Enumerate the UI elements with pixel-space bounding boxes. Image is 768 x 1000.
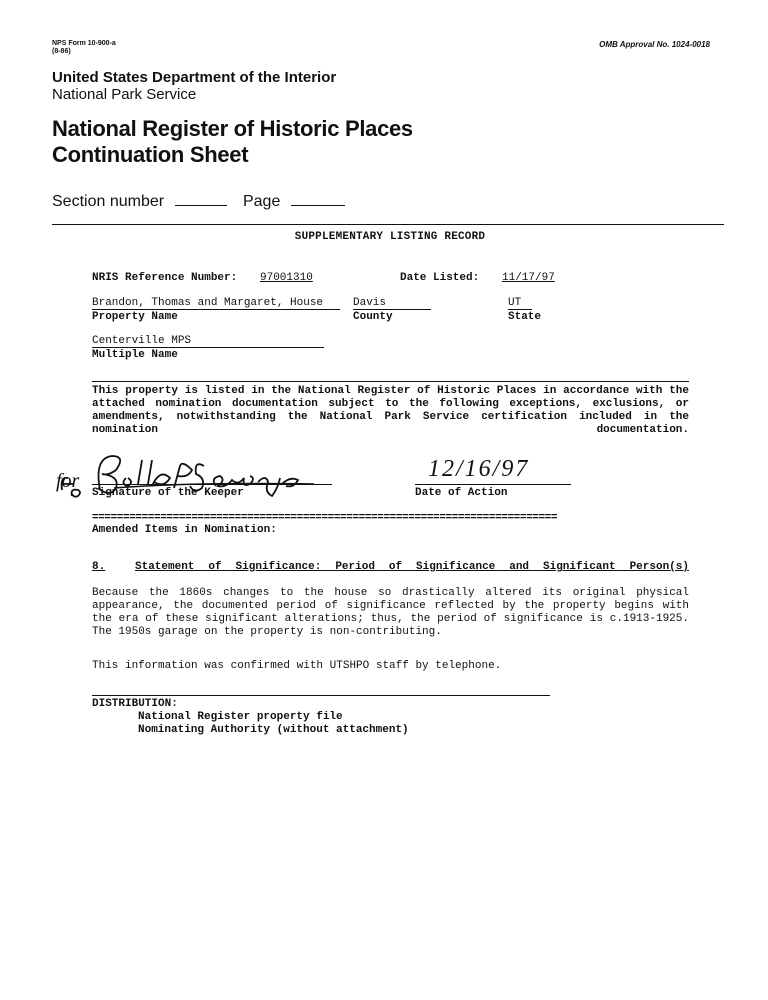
section-number-blank <box>175 204 227 206</box>
record-heading: SUPPLEMENTARY LISTING RECORD <box>294 231 486 243</box>
state-value: UT <box>508 297 532 310</box>
page-title <box>52 116 413 168</box>
amended-item-title: Statement of Significance: Period of Significance and Significant Person(s) <box>135 561 689 573</box>
header-rule <box>52 224 724 225</box>
page-blank <box>291 204 345 206</box>
signature-line <box>92 484 332 485</box>
handwritten-date: 12/16/97 <box>428 456 530 482</box>
county-value: Davis <box>353 297 431 310</box>
distribution-label: DISTRIBUTION: <box>92 698 178 710</box>
signature-label: Signature of the Keeper <box>92 487 244 499</box>
date-line <box>415 484 571 485</box>
property-name-label: Property Name <box>92 311 178 323</box>
separator-line: =========================================================================== <box>92 512 558 524</box>
county-label: County <box>353 311 393 323</box>
distribution-rule <box>92 695 550 696</box>
amended-item-number: 8. <box>92 561 106 573</box>
confirmation-note: This information was confirmed with UTSHPO staff by telephone. <box>92 660 502 672</box>
section-number-label: Section number <box>52 193 165 210</box>
nris-label: NRIS Reference Number: <box>92 272 238 284</box>
nris-value: 97001310 <box>260 272 313 284</box>
handwritten-prefix: for <box>56 470 80 492</box>
department-name: United States Department of the Interior <box>52 69 337 86</box>
form-id <box>52 40 116 56</box>
date-label: Date of Action <box>415 487 508 499</box>
section-page-line <box>52 193 351 211</box>
form-number: NPS Form 10-900-a <box>52 40 116 47</box>
omb-approval: OMB Approval No. 1024-0018 <box>599 40 710 49</box>
state-label: State <box>508 311 542 323</box>
title-line-1: National Register of Historic Places <box>52 116 413 141</box>
multiple-name-value: Centerville MPS <box>92 335 324 348</box>
amendment-body: Because the 1860s changes to the house so drastically altered its original physical appearance, the documented period of significance reflected by the property begins with the era of these significant alterations; thus, the period of significance is c.1913-1925. The 1950s garage on the property is non-contributing. <box>92 587 689 638</box>
multiple-name-label: Multiple Name <box>92 349 178 361</box>
form-revision: (8-86) <box>52 48 71 55</box>
keeper-signature-ink <box>54 448 344 508</box>
listing-statement: This property is listed in the National Register of Historic Places in accordance with the attached nomination documentation subject to the following exceptions, exclusions, or amendments, notwithstanding the National Park Service certification included in the nomination documentation. <box>92 385 689 436</box>
page-label: Page <box>242 193 281 210</box>
property-name-value: Brandon, Thomas and Margaret, House <box>92 297 340 310</box>
distribution-item: National Register property file <box>138 711 343 723</box>
date-listed-value: 11/17/97 <box>502 272 555 284</box>
distribution-item: Nominating Authority (without attachment) <box>138 724 409 736</box>
service-name: National Park Service <box>52 86 197 103</box>
date-listed-label: Date Listed: <box>400 272 480 284</box>
statement-rule <box>92 381 689 382</box>
amended-items-label: Amended Items in Nomination: <box>92 524 277 536</box>
title-line-2: Continuation Sheet <box>52 142 249 167</box>
